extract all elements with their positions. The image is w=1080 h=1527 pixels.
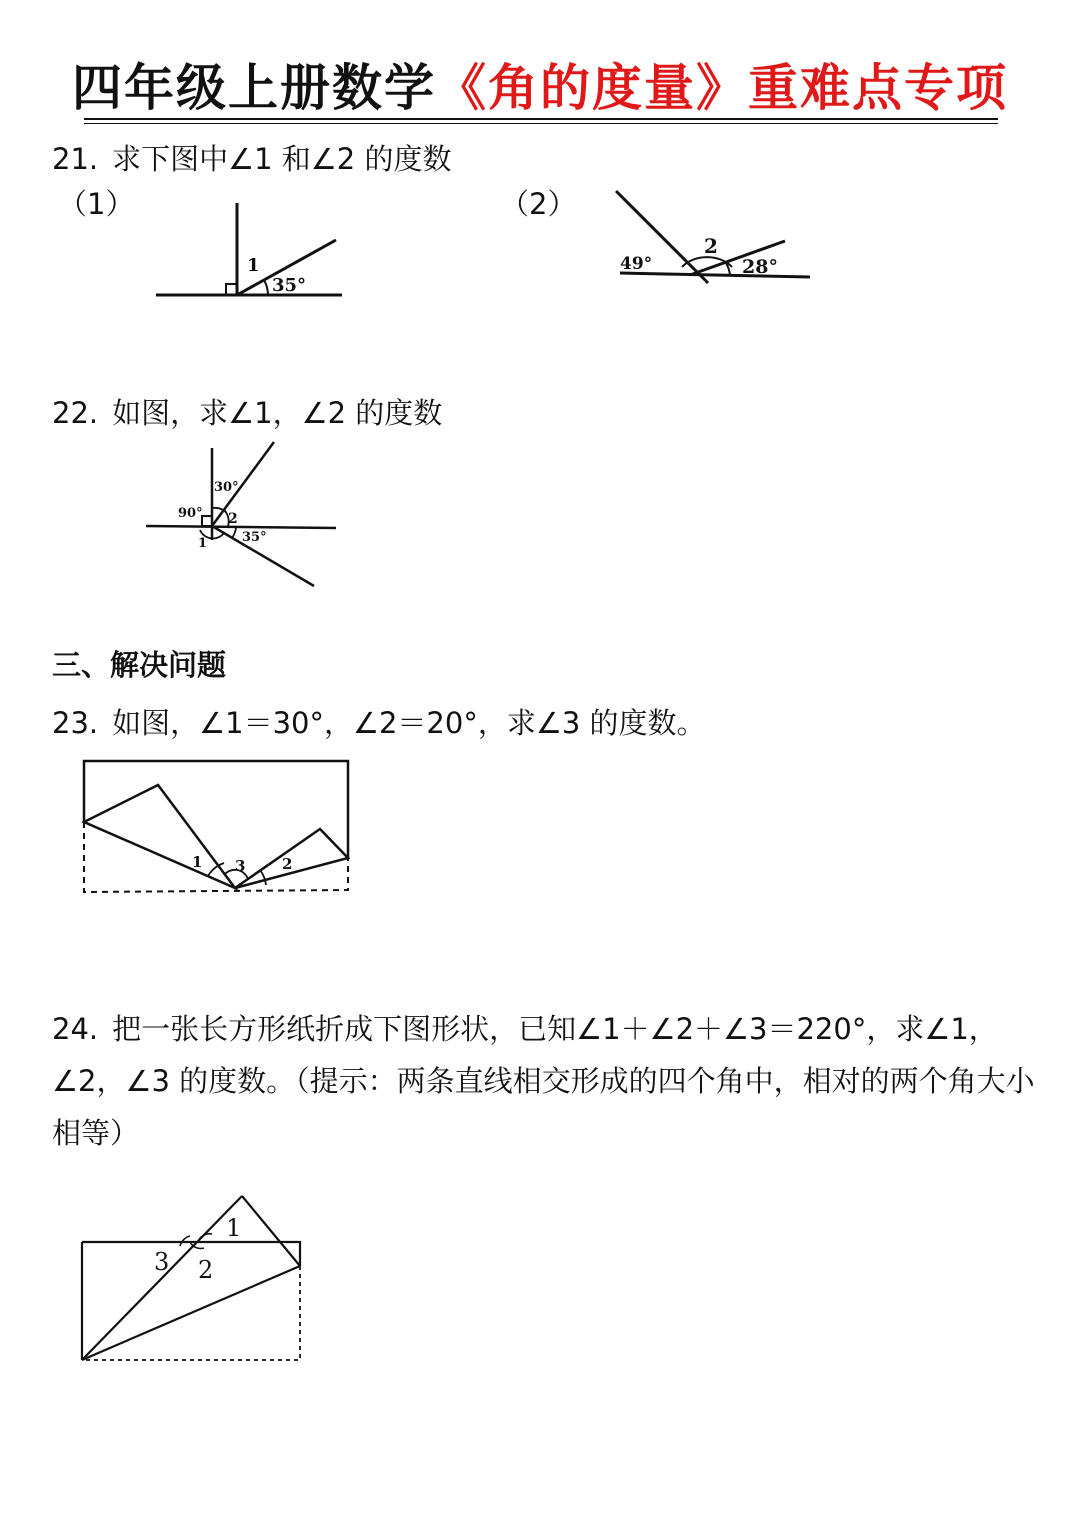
q21-figure-2 [610, 185, 820, 295]
angle-3-label: 3 [235, 857, 246, 875]
q21-part2-label: （2） [500, 187, 577, 221]
angle-2-label: 2 [704, 234, 718, 258]
flap-lower-edge [82, 1266, 300, 1360]
q21-part1-label: （1） [58, 187, 135, 221]
q22-figure [140, 440, 340, 590]
angle-30-label: 30° [214, 480, 239, 495]
q23-figure [78, 755, 378, 900]
q24-figure [78, 1190, 308, 1365]
question-23 [52, 698, 706, 748]
angle-2-label: 2 [282, 855, 293, 873]
flap-edge [242, 1196, 300, 1266]
title-underline-thin [84, 123, 998, 124]
question-21 [52, 134, 451, 184]
angle-1-arc [198, 1234, 212, 1242]
question-number: 21. [52, 142, 99, 176]
angle-1-label: 1 [192, 853, 203, 871]
angle-35-arc [232, 528, 236, 538]
section-heading: 三、解决问题 [52, 648, 227, 682]
question-number: 23. [52, 706, 99, 740]
page-title [0, 52, 1080, 124]
paper-outline [82, 1242, 300, 1360]
angle-1-label: 1 [226, 1214, 242, 1242]
title-underline [84, 118, 998, 120]
fold-line [82, 1196, 242, 1360]
horizontal-line [146, 526, 336, 528]
question-text: 如图，∠1＝30°，∠2＝20°，求∠3 的度数。 [112, 706, 706, 740]
angle-35-label: 35° [242, 530, 267, 545]
angle-1-label: 1 [247, 255, 260, 276]
question-text: 求下图中∠1 和∠2 的度数 [112, 142, 452, 176]
angle-2-label: 2 [228, 511, 238, 527]
angle-35-label: 35° [272, 275, 307, 296]
right-angle-mark [202, 516, 212, 526]
question-24 [52, 1003, 1042, 1159]
right-angle-mark [226, 284, 237, 295]
angle-49-label: 49° [620, 254, 653, 274]
question-number: 24. [52, 1012, 99, 1046]
angle-1-label: 1 [198, 536, 208, 551]
title-suffix: 重难点专项 [748, 59, 1008, 117]
question-number: 22. [52, 396, 99, 430]
question-text: 如图，求∠1，∠2 的度数 [112, 396, 443, 430]
angle-arc [264, 280, 268, 295]
left-folded-flap [84, 785, 235, 888]
paper-outline [84, 761, 348, 858]
question-text: 把一张长方形纸折成下图形状，已知∠1＋∠2＋∠3＝220°，求∠1，∠2，∠3 的度数。（提示：两条直线相交形成的四个角中，相对的两个角大小相等） [52, 1012, 1035, 1150]
title-prefix: 四年级上册数学 [72, 59, 436, 117]
angle-2-arc [260, 870, 266, 885]
angle-90-label: 90° [178, 506, 203, 521]
folded-away-edge [84, 822, 348, 892]
angle-3-label: 3 [154, 1248, 170, 1276]
q21-figure-1 [150, 195, 350, 305]
question-22 [52, 388, 442, 438]
angle-28-label: 28° [742, 256, 778, 278]
angle-2-label: 2 [198, 1256, 214, 1284]
title-highlight: 《角的度量》 [436, 59, 748, 117]
